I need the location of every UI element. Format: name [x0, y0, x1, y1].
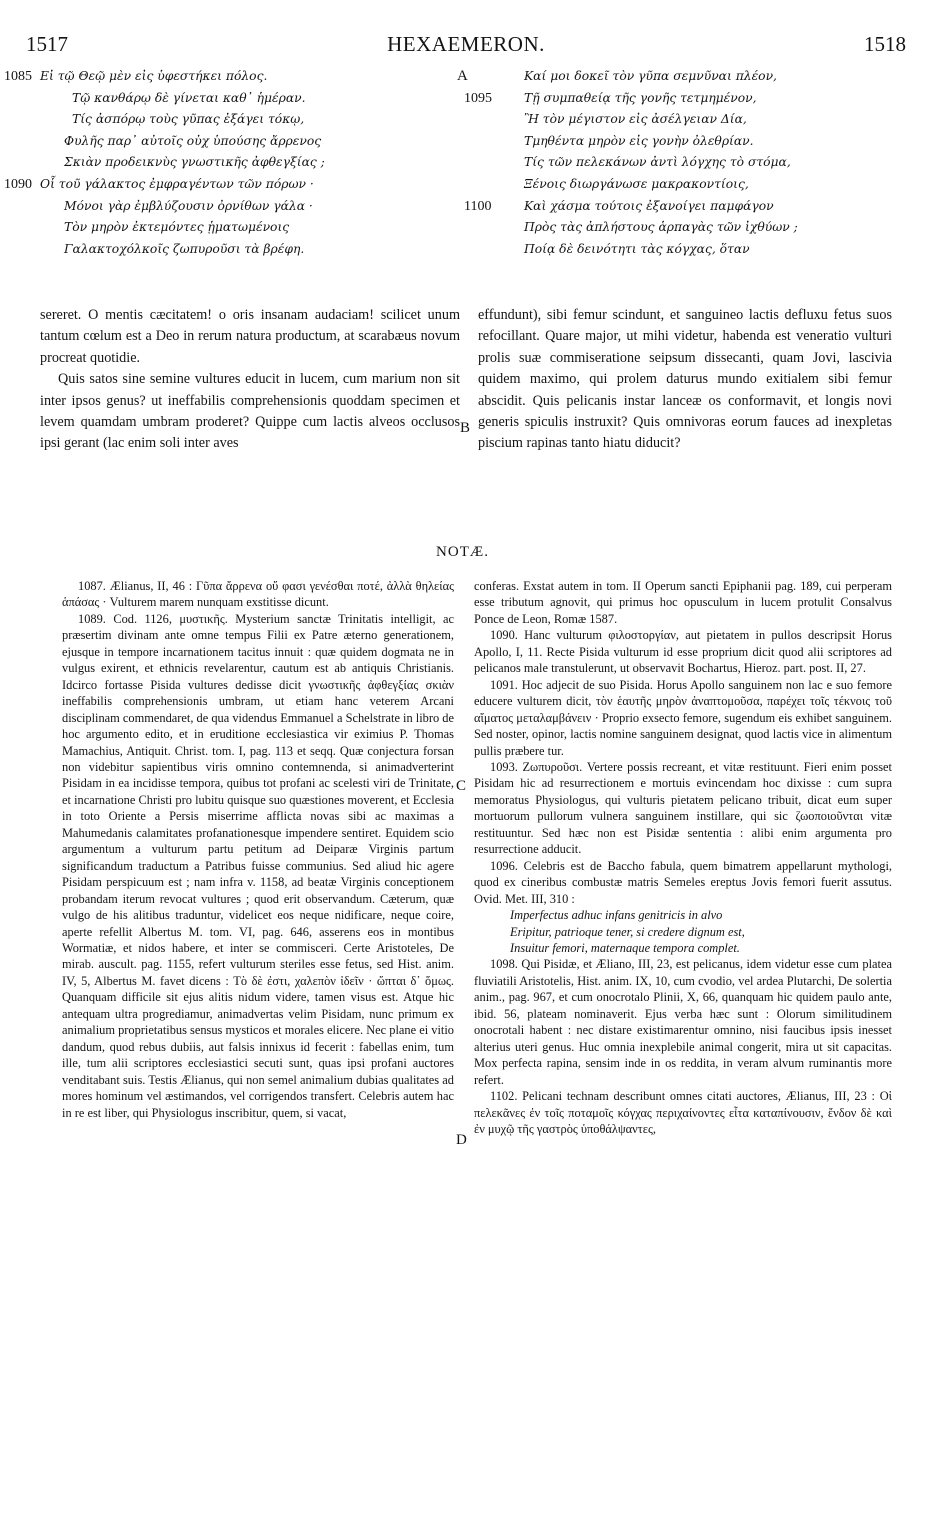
verse-line — [4, 66, 470, 88]
verse-line — [500, 109, 920, 131]
verse-text: Καί μοι δοκεῖ τὸν γῦπα σεμνῦναι πλέον, — [524, 69, 777, 83]
verse-line — [464, 88, 920, 110]
latin-paragraph: Quis satos sine semine vultures educit in lucem, cum marium non sit inter ipsos genus? ut ineffabilis comprehensionis quoddam specimen et levem quamdam umbram proderet? Quippe cum lactis alveos occlusos ipsi gerant (lac enim soli inter aves — [40, 371, 460, 452]
ovid-quote-line: Eripitur, patrioque tener, si credere dignum est, — [510, 924, 745, 939]
greek-verse-right-column — [464, 66, 920, 260]
line-number: 1100 — [464, 198, 492, 214]
verse-text: Ξένοις διωργάνωσε μακρακοντίοις, — [524, 176, 749, 191]
note-entry: 1091. Hoc adjecit de suo Pisida. Horus Apollo sanguinem non lac e suo femore educere vulturem dicit, τὸν ἑαυτῆς μηρὸν ἀναπτομοῦσα, παρέχει τοῖς τέκνοις τοῦ αἵματος μεταλαμβάνειν · Proprio exsecto femore, sugendum eis exhibet sanguinem. Sed noster, opinor, lactis nomine sanguinem designat, quod lactis vice in alimentum pullis præbere tur. — [474, 677, 892, 758]
verse-line — [40, 88, 470, 110]
verse-line — [500, 217, 920, 239]
verse-line — [40, 239, 470, 261]
greek-verse-left-column — [4, 66, 470, 260]
verse-text: Τίς ἀσπόρῳ τοὺς γῦπας ἐξάγει τόκῳ, — [72, 112, 305, 127]
verse-text: Τῷ κανθάρῳ δὲ γίνεται καθ᾽ ἡμέραν. — [72, 90, 306, 105]
margin-marker-b: B — [460, 420, 471, 436]
verse-text: Τῇ συμπαθείᾳ τῆς γονῆς τετμημένον, — [524, 90, 757, 105]
verse-text: Πρὸς τὰς ἀπλήστους ἁρπαγὰς τῶν ἰχθύων ; — [524, 220, 798, 235]
page-number-left: 1517 — [26, 32, 68, 56]
verse-line — [40, 109, 470, 131]
verse-line — [500, 239, 920, 261]
verse-line — [500, 152, 920, 174]
verse-text: Εἰ τῷ Θεῷ μὲν εἰς ὑφεστήκει πόλος. — [40, 69, 268, 83]
note-entry: 1090. Hanc vulturum φιλοστοργίαν, aut pietatem in pullos descripsit Horus Apollo, I, 11. Recte Pisida vulturum id esse proprium dicit quod alii scriptores ad pelicanos male transtulerunt, ut observavit Bochartus, Hieroz. part. post. II, 27. — [474, 628, 892, 676]
verse-line — [40, 217, 470, 239]
margin-marker-c: C — [456, 778, 467, 794]
margin-marker-d: D — [456, 1132, 467, 1148]
line-number: 1085 — [4, 69, 32, 84]
latin-translation-right — [478, 305, 892, 455]
note-entry: conferas. Exstat autem in tom. II Operum sancti Epiphanii pag. 189, cui perperam esse tributum agnovit, qui primus hoc opusculum in lucem protulit Consalvus Ponce de Leon, Romæ 1587. — [474, 579, 892, 626]
latin-paragraph: effundunt), sibi femur scindunt, et sanguineo lactis defluxu fetus suos refocillant. Quare major, ut mihi videtur, habenda est veneratio vulturi prolis suæ commiseratione seipsum dissecanti, quam Jovi, lascivia quidem maximo, qui prolem daturus mundo exitialem sibi femur abscidit. Quis pelicanis instar lanceæ os conformavit, et longis novi generis spiculis instruxit? Quis omnivoras eorum fauces ad inexpletas piscium rapinas tanto hiatu diducit? — [478, 307, 892, 452]
verse-text: Μόνοι γὰρ ἐμβλύζουσιν ὀρνίθων γάλα · — [64, 198, 313, 213]
note-entry: 1098. Qui Pisidæ, et Æliano, III, 23, est pelicanus, idem videtur esse cum platea fluviatili Aristotelis, Hist. anim. IX, 10, cum cvodio, vel ardea Plutarchi, De solertia anim., pag. 967, et cum onocrotalo Plinii, X, 66, quanquam hic quidem paulo ante, ibid. 56, plateam nominaverit. Ejus verba hæc sunt : Olorum similitudinem onocrotali habent : nec distare existimarentur omnino, nisi faucibus ipsis inesset alterius uteri genus. Huc omnia inexplebile animal congerit, mira ut sit capacitas. Mox perfecta rapina, sensim inde in os reddita, in veram alvum ruminantis more refert. — [474, 957, 892, 1087]
verse-line — [500, 174, 920, 196]
notes-left-column — [62, 578, 454, 1121]
verse-text: Ἢ τὸν μέγιστον εἰς ἀσέλγειαν Δία, — [524, 112, 747, 127]
line-number: 1090 — [4, 176, 32, 192]
running-title: HEXAEMERON. — [387, 32, 545, 56]
ovid-quote-line: Imperfectus adhuc infans genitricis in alvo — [510, 908, 723, 923]
verse-line — [500, 66, 920, 88]
verse-line — [40, 131, 470, 153]
verse-line — [4, 174, 470, 196]
running-header — [26, 32, 906, 58]
verse-line — [40, 152, 470, 174]
note-entry: 1093. Ζωπυροῦσι. Vertere possis recreant, et vitæ restituunt. Fieri enim posset Pisidam hic ad resurrectionem e mortuis evincendam hoc dixisse : cum supra memoratus Physiologus, qui vulturis pietatem pelicano tribuit, dicat eum super mortuorum pullorum vulnera sanguinem instillare, qui sic ζωοποιοῦνται vitæ restituuntur. Sed hæc non est Pisidæ sententia : alibi enim argumenta pro resurrectione adducit. — [474, 759, 892, 857]
notes-right-column — [474, 578, 892, 1137]
note-entry: 1096. Celebris est de Baccho fabula, quem bimatrem appellarunt mythologi, quod ex cineribus combustæ matris Semeles ereptus Jovis femori fuerit assutus. Ovid. Met. III, 310 : — [474, 858, 892, 906]
verse-text: Οἷ τοῦ γάλακτος ἐμφραγέντων τῶν πόρων · — [40, 176, 314, 191]
verse-text: Γαλακτοχόλκοῖς ζωπυροῦσι τὰ βρέφη. — [64, 241, 305, 256]
line-number: 1095 — [464, 90, 492, 106]
verse-line — [464, 196, 920, 218]
latin-translation-left — [40, 305, 460, 455]
verse-text: Τίς τῶν πελεκάνων ἀντὶ λόγχης τὸ στόμα, — [524, 155, 791, 170]
latin-paragraph: sereret. O mentis cæcitatem! o oris insanam audaciam! scilicet unum tantum cœlum est a Deo in rerum natura productum, at scarabæus novum procreat quotidie. — [40, 307, 460, 366]
margin-marker-a: A — [457, 68, 468, 84]
note-entry: 1089. Cod. 1126, μυστικῆς. Mysterium sanctæ Trinitatis intelligit, ac præsertim divinam ante omne tempus Filii ex Patre æterno generationem, ejusque in tempore incarnationem tacitus innuit : quæ quidem dogmata ne in vulgus exirent, et ethnicis revelarentur, cautum est ab antiquis Christianis. Idcirco fortasse Pisida vultures dedisse dicit γνωστικῆς ἀφθεγξίας σκιὰν ineffabilis comprehensionis umbram, ut etiam hanc veterem Arcani disciplinam commendaret, de qua videndus Emmanuel a Schelstrate in libro de hoc argumento edito, et in eruditione ecclesiastica vir eximius P. Thomas Mamachius, Antiquit. Christ. tom. I, pag. 113 et seqq. Quæ conjectura forsan non videbitur sapientibus viris omnino contemnenda, si animadverterint Pisidam in ea incidisse tempora, quibus tot profani ac scelesti viri de Trinitate, et incarnatione Christi pro lubitu quisque suo quæstiones moverent, et Ecclesia in toto Oriente a Persis miserrime afflicta novas sibi ac maximas a Mahumedanis calamitates profanationesque impendere sentiret. Equidem scio argumentum a vulturum partu petitum ad Deiparæ Virginis partum significandum traductum a Patribus fuisse communius. Sed aliud hic agere Pisidam perspicuum est ; nam infra v. 1158, ad beatæ Virginis conceptionem probandam iterum revocat vultures ; quod erit observandum. Cæterum, quæ vulgo de his alitibus traduntur, videlicet eos neque nidificare, neque coire, aperte refellit Albertus M. tom. VI, pag. 646, asserens eos in montibus Wormatiæ, et nidos habere, et inter se commisceri. Certe Aristoteles, De mirab. auscult. pag. 1155, refert vulturum steriles esse fetus, sed Hist. anim. IV, 5, Albertus M. favet dicens : Τὸ δὲ ἐστι, χαλεπὸν ἰδεῖν · ὤπται δ᾽ ὅμως. Quanquam difficile sit ejus alitis nidum videre, tamen visus est. Atque hic antequam ultra progrediamur, animadvertas velim Pisidam, nunc primum ex animalium proprietatibus sensus mysticos et morales elicere. Nec plane ei vitio dandum, quod rebus dubiis, aut falsis innixus id fecerit : fabellas enim, tum ille, tum alii scriptores ecclesiastici secuti sunt, quas ipsi profani auctores venditabant suis. Testis Ælianus, qui non semel animalium dubias qualitates ad mores hominum vel æstimandos, vel corrigendos transfert. Celebris autem hac in re est liber, qui Physiologus inscribitur, quem, si vacat, — [62, 611, 454, 1120]
verse-text: Καὶ χάσμα τούτοις ἐξανοίγει παμφάγον — [524, 198, 774, 213]
ovid-quote-line: Insuitur femori, maternaque tempora complet. — [510, 940, 740, 955]
verse-text: Τὸν μηρὸν ἐκτεμόντες ᾑματωμένοις — [64, 220, 290, 235]
verse-text: Φυλῆς παρ᾽ αὐτοῖς οὐχ ὑπούσης ἄρρενος — [64, 133, 322, 148]
note-entry: 1087. Ælianus, II, 46 : Γῦπα ἄρρενα οὔ φασι γενέσθαι ποτέ, ἀλλὰ θηλείας ἁπάσας · Vulturem marem nunquam exstitisse dicunt. — [62, 579, 454, 610]
notes-heading: NOTÆ. — [436, 544, 489, 560]
verse-text: Ποίᾳ δὲ δεινότητι τὰς κόγχας, ὅταν — [524, 241, 750, 256]
page-number-right: 1518 — [864, 32, 906, 56]
note-entry: 1102. Pelicani technam describunt omnes citati auctores, Ælianus, III, 23 : Οἱ πελεκᾶνες ἐν τοῖς ποταμοῖς κόγχας περιχαίνοντες εἶτα καταπίνουσιν, ἔνδον δὲ καὶ ἐν μυχῷ τῆς γαστρὸς ὑποθάλψαντες, — [474, 1089, 892, 1136]
verse-text: Τμηθέντα μηρὸν εἰς γονὴν ὀλεθρίαν. — [524, 133, 754, 148]
verse-line — [500, 131, 920, 153]
verse-text: Σκιὰν προδεικνὺς γνωστικῆς ἀφθεγξίας ; — [64, 155, 325, 170]
verse-line — [40, 196, 470, 218]
